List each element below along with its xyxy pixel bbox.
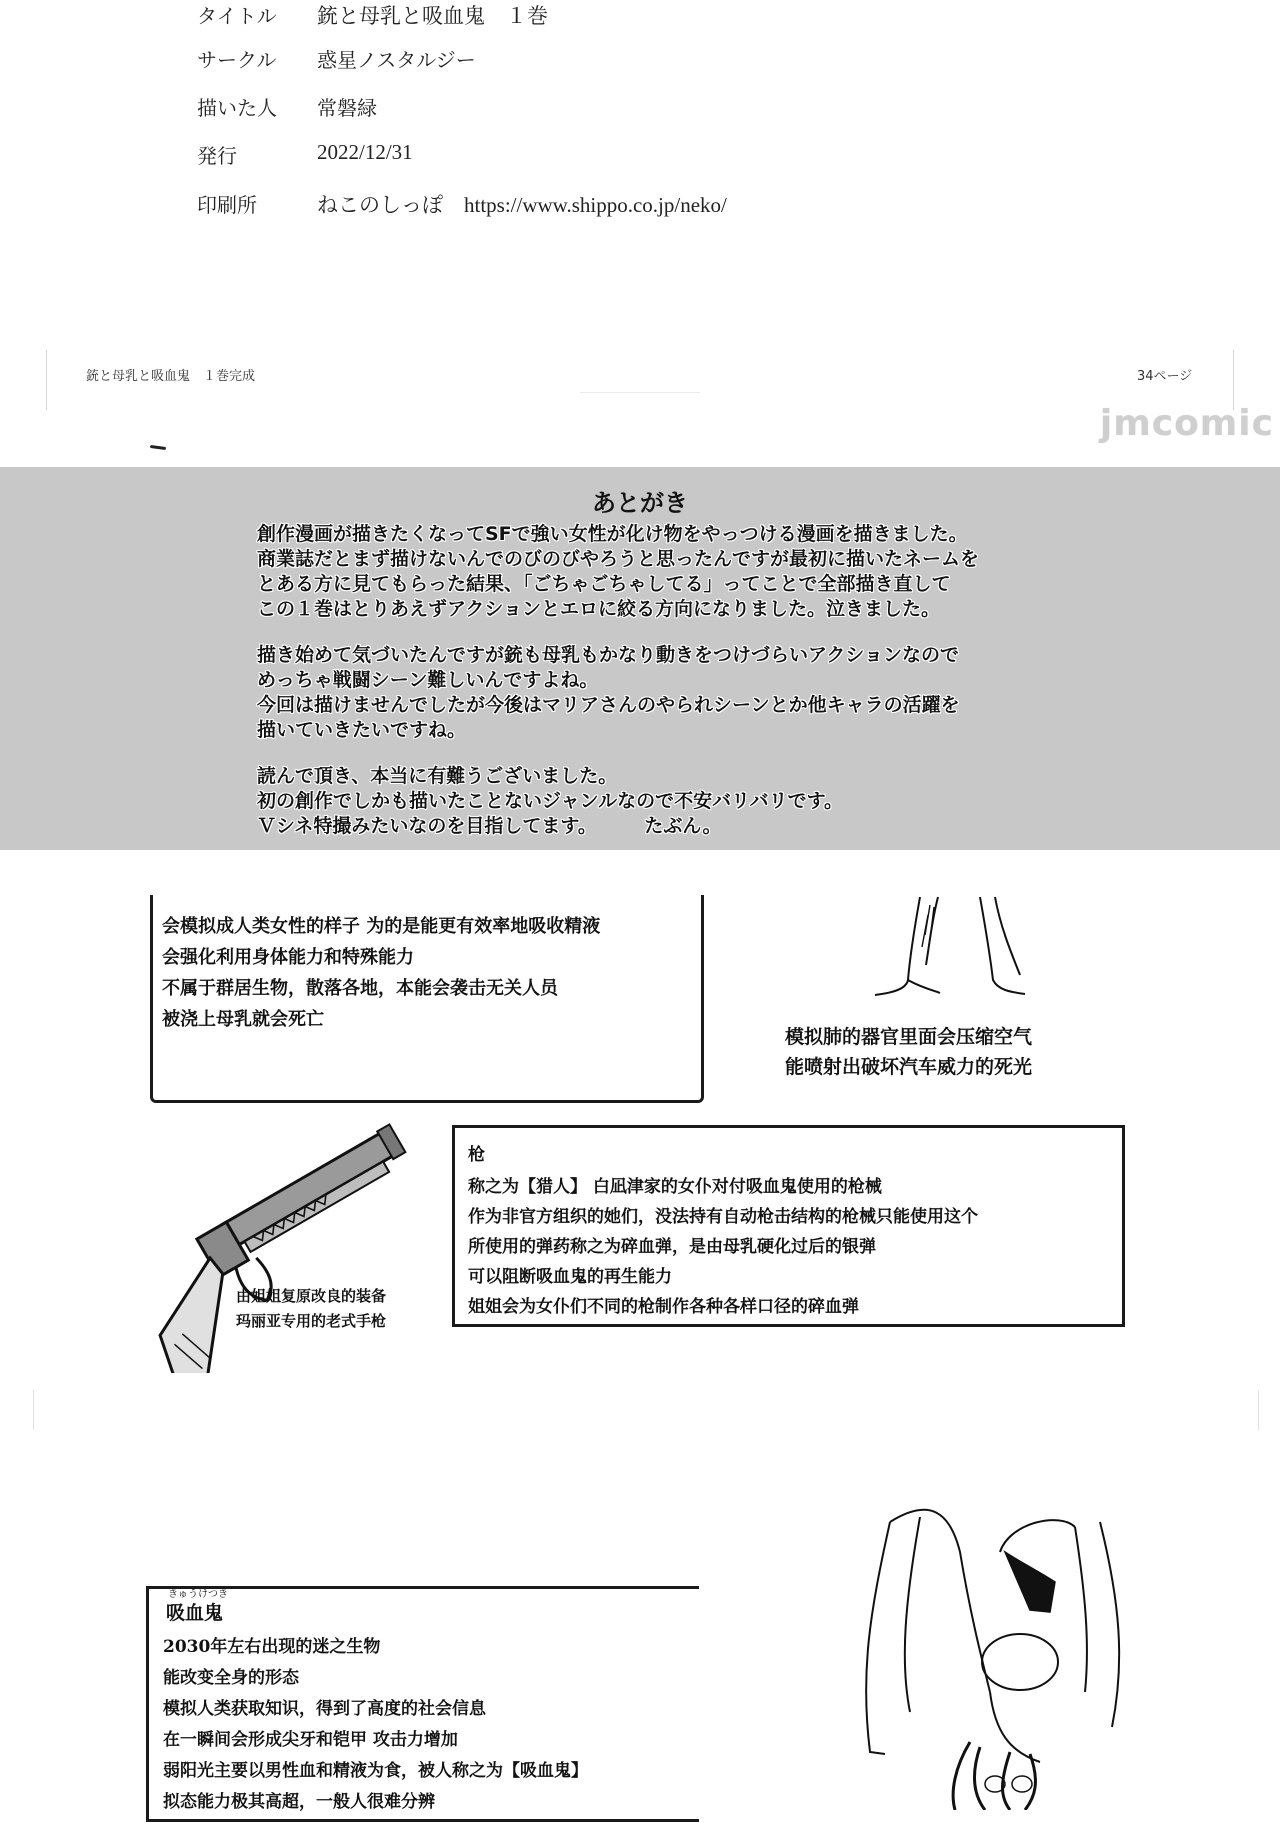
page-faint-mark (580, 392, 700, 393)
page-header-title: 銃と母乳と吸血鬼 １巻完成 (86, 369, 256, 384)
colophon-label: 発行 (197, 144, 237, 168)
colophon-value: 惑星ノスタルジー (317, 48, 476, 72)
page-frame-left (46, 350, 47, 410)
gun-note-line: 可以阻断吸血鬼的再生能力 (468, 1267, 672, 1287)
gun-note-line: 称之为【猎人】 白凪津家的女仆对付吸血鬼使用的枪械 (468, 1177, 882, 1197)
afterword-line: 創作漫画が描きたくなってSFで強い女性が化け物をやっつける漫画を描きました。 (257, 523, 968, 545)
colophon-value: 2022/12/31 (317, 140, 413, 164)
creature-figure-illustration (860, 895, 1060, 1005)
page-frame-left-lower (33, 1390, 34, 1430)
colophon-label: サークル (197, 48, 277, 72)
page-number: 34ページ (1137, 369, 1193, 384)
lung-caption-line: 能喷射出破坏汽车威力的死光 (785, 1056, 1033, 1078)
ink-stroke-mark (150, 445, 166, 450)
vampire-title: 吸血鬼 (166, 1602, 224, 1624)
ability-note-line: 会强化利用身体能力和特殊能力 (162, 947, 414, 968)
vampire-note-line: 2030年左右出现的迷之生物 (163, 1637, 381, 1657)
afterword-line: 描き始めて気づいたんですが銃も母乳もかなり動きをつけづらいアクションなので (257, 644, 960, 666)
colophon-label: タイトル (197, 4, 277, 28)
page-frame-right (1233, 350, 1234, 410)
afterword-line: とある方に見てもらった結果、「ごちゃごちゃしてる」ってことで全部描き直して (257, 573, 951, 595)
vampire-title-ruby: きゅうけつき (168, 1589, 228, 1600)
colophon-value: ねこのしっぽ https://www.shippo.co.jp/neko/ (317, 193, 727, 217)
vampire-note-line: 能改变全身的形态 (163, 1668, 299, 1688)
ability-note-line: 被浇上母乳就会死亡 (162, 1009, 324, 1030)
afterword-line: Ｖシネ特撮みたいなのを目指してます。 たぶん。 (257, 815, 722, 837)
rifle-illustration (120, 1113, 440, 1373)
gun-caption-line: 由姐姐复原改良的装备 (236, 1287, 387, 1305)
afterword-line: めっちゃ戦闘シーン難しいんですよね。 (257, 669, 599, 691)
gun-note-line: 作为非官方组织的她们，没法持有自动枪击结构的枪械只能使用这个 (468, 1207, 978, 1227)
ability-note-line: 会模拟成人类女性的样子 为的是能更有效率地吸收精液 (162, 916, 601, 937)
gun-note-line: 所使用的弹药称之为碎血弹，是由母乳硬化过后的银弹 (468, 1237, 876, 1257)
afterword-line: 描いていきたいですね。 (257, 719, 467, 741)
vampire-note-line: 在一瞬间会形成尖牙和铠甲 攻击力增加 (163, 1730, 458, 1750)
vampire-figure-illustration (850, 1492, 1170, 1810)
afterword-title: あとがき (592, 489, 688, 517)
afterword-line: 今回は描けませんでしたが今後はマリアさんのやられシーンとか他キャラの活躍を (257, 694, 960, 716)
page-frame-right-lower (1258, 1390, 1259, 1430)
watermark-logo: jmcomic (1099, 403, 1274, 444)
ability-note-line: 不属于群居生物，散落各地，本能会袭击无关人员 (162, 978, 558, 999)
gun-note-heading: 枪 (468, 1145, 485, 1165)
lung-caption-line: 模拟肺的器官里面会压缩空气 (785, 1026, 1033, 1048)
afterword-line: 商業誌だとまず描けないんでのびのびやろうと思ったんですが最初に描いたネームを (257, 548, 980, 570)
afterword-line: 初の創作でしかも描いたことないジャンルなので不安バリバリです。 (257, 790, 844, 812)
afterword-line: この１巻はとりあえずアクションとエロに絞る方向になりました。泣きました。 (257, 598, 941, 620)
colophon-value: 銃と母乳と吸血鬼 １巻 (317, 4, 548, 28)
afterword-line: 読んで頂き、本当に有難うございました。 (257, 765, 618, 787)
colophon-value: 常磐緑 (317, 96, 377, 120)
vampire-note-line: 模拟人类获取知识，得到了高度的社会信息 (163, 1699, 486, 1719)
vampire-note-line: 拟态能力极其高超，一般人很难分辨 (163, 1792, 435, 1812)
colophon-label: 描いた人 (197, 96, 277, 120)
afterword-section (0, 467, 1280, 850)
vampire-note-line: 弱阳光主要以男性血和精液为食，被人称之为【吸血鬼】 (163, 1761, 588, 1781)
colophon-label: 印刷所 (197, 193, 257, 217)
gun-caption-line: 玛丽亚专用的老式手枪 (236, 1312, 387, 1330)
gun-note-line: 姐姐会为女仆们不同的枪制作各种各样口径的碎血弹 (468, 1297, 859, 1317)
